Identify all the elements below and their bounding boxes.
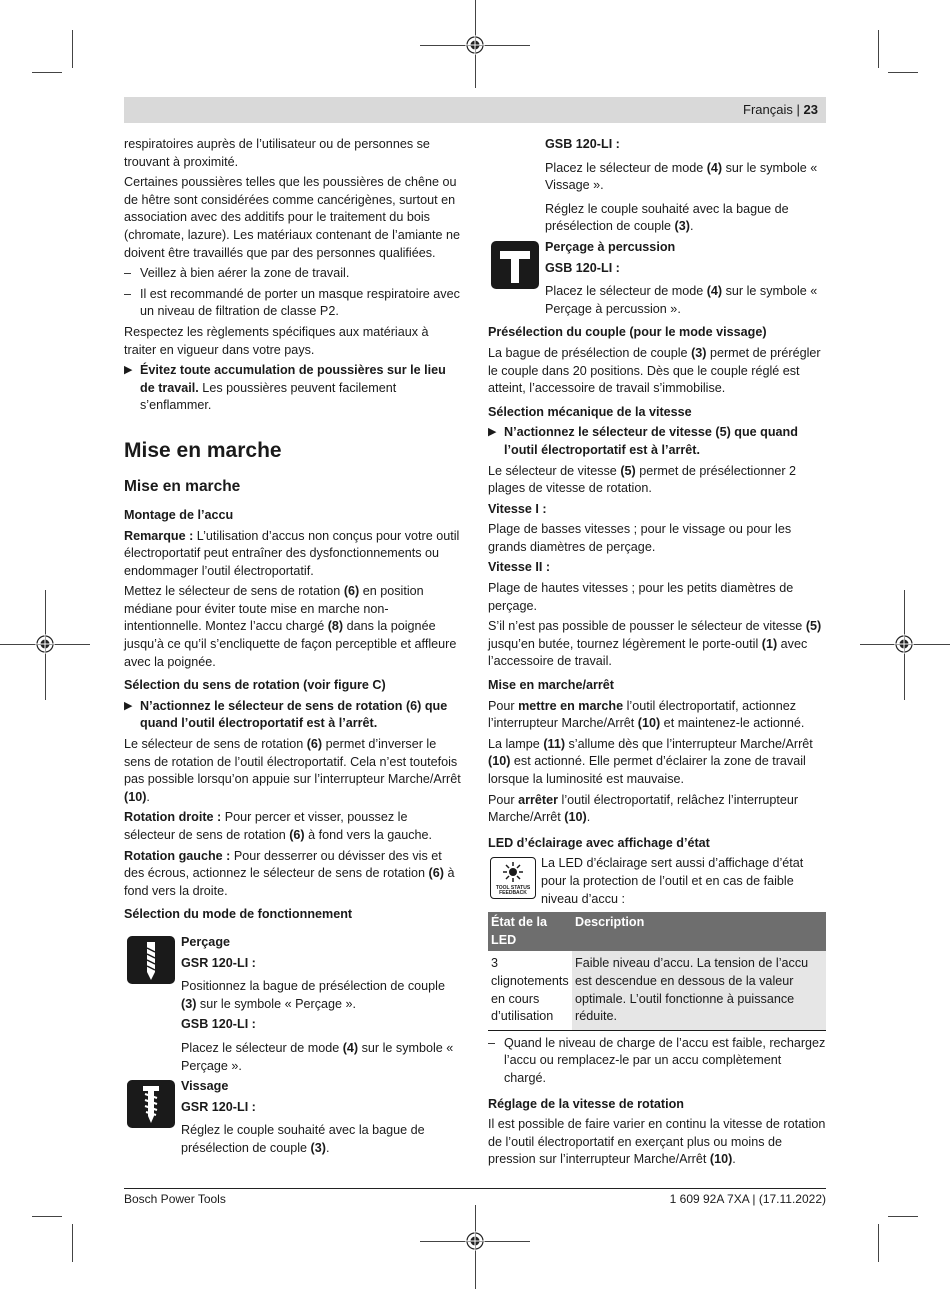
footer-rule bbox=[124, 1188, 826, 1189]
drill-bit-icon bbox=[127, 936, 175, 984]
crop-mark bbox=[878, 30, 879, 68]
header-separator: | bbox=[796, 102, 800, 117]
paragraph: Respectez les règlements spécifiques aux matériaux à traiter en vigueur dans votre pays. bbox=[124, 324, 429, 357]
model-label: GSR 120-LI : bbox=[181, 955, 256, 970]
mode-vissage bbox=[124, 1078, 462, 1157]
registration-mark-icon bbox=[465, 1231, 485, 1251]
screw-icon bbox=[127, 1080, 175, 1128]
model-label: GSB 120-LI : bbox=[181, 1017, 256, 1032]
heading-reglage: Réglage de la vitesse de rotation bbox=[488, 1096, 684, 1111]
heading-led: LED d’éclairage avec affichage d’état bbox=[488, 835, 710, 850]
table-header-cell: État de la LED bbox=[488, 912, 572, 951]
crop-mark bbox=[32, 1216, 62, 1217]
warning-item bbox=[488, 424, 826, 459]
triangle-bullet-icon: ▶ bbox=[124, 699, 133, 712]
paragraph: Le sélecteur de vitesse (5) permet de présélectionner 2 plages de vitesse de rotation. bbox=[488, 463, 797, 496]
warning-bold: Évitez toute accumulation de poussières sur le lieu de travail. bbox=[140, 363, 446, 395]
warning-text: Les poussières peuvent facilement s’enflammer. bbox=[140, 380, 397, 413]
led-icon-label: TOOL STATUS FEEDBACK bbox=[495, 885, 531, 897]
page-number: 23 bbox=[803, 102, 818, 117]
remarque-label: Remarque : bbox=[124, 528, 194, 543]
table-row bbox=[488, 951, 826, 1029]
paragraph: Certaines poussières telles que les poussières de chêne ou de hêtre sont considérées comme cancérigènes, surtout en association avec des additifs pour le traitement du bois (chromate, lazure). Les matériaux contenant de l’amiante ne doivent être travaillés que par des personnes qualifiées. bbox=[124, 175, 461, 260]
left-column bbox=[124, 136, 462, 1161]
paragraph-mettez: Mettez le sélecteur de sens de rotation (6) en position médiane pour éviter toute mise en marche non-intentionnelle. Montez l’accu chargé (8) dans la poignée jusqu’à ce qu’il s’encliquette de façon perceptible et affleure avec la poignée. bbox=[124, 584, 457, 669]
table-divider bbox=[488, 1030, 826, 1031]
header-language: Français bbox=[743, 102, 793, 117]
paragraph: respiratoires auprès de l’utilisateur ou de personnes se trouvant à proximité. bbox=[124, 137, 430, 169]
crop-mark bbox=[72, 30, 73, 68]
paragraph: Placez le sélecteur de mode (4) sur le symbole « Vissage ». bbox=[545, 160, 818, 193]
table-cell-state: 3 clignotements en cours d’utilisation bbox=[491, 956, 569, 1024]
warning-item bbox=[124, 698, 462, 733]
warning-bold: N’actionnez le sélecteur de vitesse (5) que quand l’outil électroportatif est à l’arrêt. bbox=[504, 425, 798, 457]
footer-brand: Bosch Power Tools bbox=[124, 1192, 226, 1206]
paragraph-rotation-gauche: Rotation gauche : Pour desserrer ou dévisser des vis et des écrous, actionnez le sélecteur de sens de rotation (6) à fond vers la droite. bbox=[124, 848, 455, 898]
heading-marche-arret: Mise en marche/arrêt bbox=[488, 678, 614, 693]
heading-sens-rotation: Sélection du sens de rotation (voir figure C) bbox=[124, 678, 386, 693]
mode-title: Perçage à percussion bbox=[545, 239, 676, 254]
section-title: Mise en marche bbox=[124, 438, 282, 462]
model-label: GSR 120-LI : bbox=[181, 1099, 256, 1114]
registration-mark-icon bbox=[35, 634, 55, 654]
led-status-table bbox=[488, 912, 826, 1030]
paragraph: Plage de hautes vitesses ; pour les petits diamètres de perçage. bbox=[488, 581, 794, 613]
tool-status-led-icon bbox=[490, 857, 536, 899]
triangle-bullet-icon: ▶ bbox=[488, 426, 497, 439]
warning-bold: N’actionnez le sélecteur de sens de rotation (6) que quand l’outil électroportatif est à l’arrêt. bbox=[140, 698, 448, 731]
table-header-row bbox=[488, 912, 826, 951]
paragraph-rotation-droite: Rotation droite : Pour percer et visser, poussez le sélecteur de sens de rotation (6) à fond vers la gauche. bbox=[124, 810, 433, 842]
paragraph: Placez le sélecteur de mode (4) sur le symbole « Perçage à percussion ». bbox=[545, 284, 818, 316]
dash-text: Quand le niveau de charge de l’accu est faible, rechargez l’accu ou remplacez-le par un accu complètement chargé. bbox=[504, 1035, 826, 1085]
paragraph: Placez le sélecteur de mode (4) sur le symbole « Perçage ». bbox=[181, 1040, 454, 1073]
header-text bbox=[743, 101, 818, 119]
dash-item: – Quand le niveau de charge de l’accu est faible, rechargez l’accu ou remplacez-le par un accu complètement chargé. bbox=[488, 1035, 826, 1085]
heading-montage: Montage de l’accu bbox=[124, 507, 234, 522]
paragraph: Réglez le couple souhaité avec la bague de présélection de couple (3). bbox=[545, 201, 789, 234]
heading-preselection: Présélection du couple (pour le mode vissage) bbox=[488, 325, 767, 340]
paragraph: Réglez le couple souhaité avec la bague de présélection de couple (3). bbox=[181, 1123, 425, 1155]
led-intro-block bbox=[488, 855, 826, 908]
mode-title: Perçage bbox=[181, 934, 231, 949]
hammer-drill-icon bbox=[491, 241, 539, 289]
dash-text: Il est recommandé de porter un masque respiratoire avec un niveau de filtration de classe P2. bbox=[140, 286, 460, 319]
paragraph: Il est possible de faire varier en continu la vitesse de rotation de l’outil électroportatif en exerçant plus ou moins de pression sur l’interrupteur Marche/Arrêt (10). bbox=[488, 1117, 826, 1167]
crop-mark bbox=[878, 1224, 879, 1262]
paragraph: Positionnez la bague de présélection de couple (3) sur le symbole « Perçage ». bbox=[181, 979, 445, 1011]
crop-mark bbox=[72, 1224, 73, 1262]
crop-mark bbox=[32, 72, 62, 73]
paragraph: Pour arrêter l’outil électroportatif, relâchez l’interrupteur Marche/Arrêt (10). bbox=[488, 792, 799, 825]
remarque-text: L’utilisation d’accus non conçus pour votre outil électroportatif peut entraîner des dysfonctionnements ou endommager l’outil électroportatif. bbox=[124, 528, 460, 578]
model-label: GSB 120-LI : bbox=[545, 260, 620, 275]
table-header-cell: Description bbox=[572, 912, 826, 951]
dash-item: – Veillez à bien aérer la zone de travail. bbox=[124, 266, 350, 281]
paragraph: La lampe (11) s’allume dès que l’interrupteur Marche/Arrêt (10) est actionné. Elle permet d’éclairer la zone de travail lorsque la luminosité est mauvaise. bbox=[488, 736, 813, 786]
paragraph: S’il n’est pas possible de pousser le sélecteur de vitesse (5) jusqu’en butée, tournez légèrement le porte-outil (1) avec l’accessoire de travail. bbox=[488, 619, 822, 669]
registration-mark-icon bbox=[465, 35, 485, 55]
vitesse-1-label: Vitesse I : bbox=[488, 501, 547, 516]
paragraph-selecteur: Le sélecteur de sens de rotation (6) permet d’inverser le sens de rotation de l’outil électroportatif. Cela n’est toutefois pas possible lorsqu’on appuie sur l’interrupteur Marche/Arrêt (10). bbox=[124, 737, 461, 804]
model-label: GSB 120-LI : bbox=[545, 137, 620, 151]
paragraph: Pour mettre en marche l’outil électroportatif, actionnez l’interrupteur Marche/Arrêt (10) et maintenez-le actionné. bbox=[488, 698, 805, 731]
mode-percage bbox=[124, 934, 462, 1075]
dash-text: Veillez à bien aérer la zone de travail. bbox=[140, 266, 350, 281]
warning-item bbox=[124, 362, 462, 415]
heading-mode: Sélection du mode de fonctionnement bbox=[124, 907, 353, 922]
dash-item: – Il est recommandé de porter un masque respiratoire avec un niveau de filtration de classe P2. bbox=[124, 286, 460, 319]
paragraph-remarque bbox=[124, 528, 462, 581]
paragraph: Plage de basses vitesses ; pour le vissage ou pour les grands diamètres de perçage. bbox=[488, 522, 792, 554]
vitesse-2-label: Vitesse II : bbox=[488, 560, 551, 575]
registration-mark-icon bbox=[894, 634, 914, 654]
right-column bbox=[488, 136, 826, 1172]
heading-vitesse: Sélection mécanique de la vitesse bbox=[488, 404, 692, 419]
page-header bbox=[124, 97, 826, 123]
footer-doc-ref: 1 609 92A 7XA | (17.11.2022) bbox=[669, 1192, 826, 1206]
vissage-gsb bbox=[488, 136, 826, 236]
mode-title: Vissage bbox=[181, 1079, 229, 1094]
paragraph: La LED d’éclairage sert aussi d’affichage d’état pour la protection de l’outil et en cas de faible niveau d’accu : bbox=[541, 856, 804, 906]
crop-mark bbox=[888, 72, 918, 73]
triangle-bullet-icon: ▶ bbox=[124, 364, 133, 377]
mode-percussion bbox=[488, 239, 826, 318]
paragraph: La bague de présélection de couple (3) permet de prérégler le couple dans 20 positions. Dès que le couple réglé est atteint, l’accessoire de travail s’immobilise. bbox=[488, 345, 821, 396]
crop-mark bbox=[888, 1216, 918, 1217]
subsection-title: Mise en marche bbox=[124, 477, 241, 495]
table-cell-description: Faible niveau d’accu. La tension de l’accu est descendue en dessous de la valeur optimale. L’outil fonctionne à puissance réduite. bbox=[572, 951, 826, 1029]
